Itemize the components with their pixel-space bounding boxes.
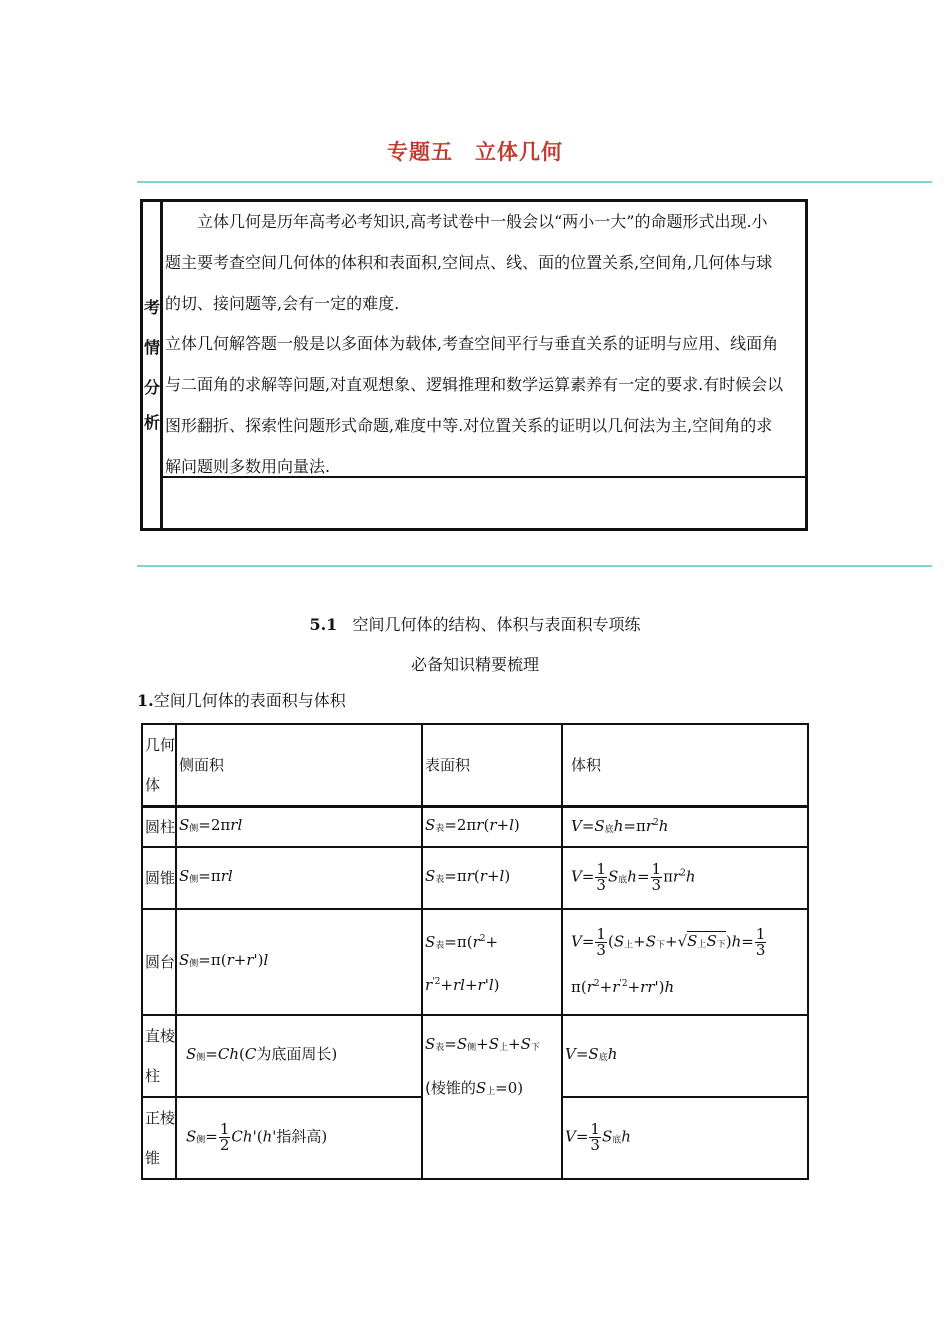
lateral-area-cell: S侧=Ch(C为底面周长): [176, 1015, 422, 1097]
header-cell: 侧面积: [176, 724, 422, 807]
analysis-line: 题主要考查空间几何体的体积和表面积,空间点、线、面的位置关系,空间角,几何体与球: [165, 252, 773, 272]
exam-analysis-box: [140, 199, 808, 531]
page-title: 专题五 立体几何: [387, 140, 563, 164]
analysis-text: [163, 202, 805, 478]
surface-area-cell: S表$=\pi(r^2+$ $r^{'2}+rl+r'l$): [422, 909, 562, 1015]
analysis-line: 的切、接问题等,会有一定的难度.: [165, 293, 400, 313]
analysis-line: 与二面角的求解等问题,对直观想象、逻辑推理和数学运算素养有一定的要求.有时候会以: [165, 375, 784, 395]
top-divider: [137, 181, 932, 183]
sqrt-icon: √: [677, 932, 688, 950]
header-cell: 几何体: [142, 724, 176, 807]
surface-area-cell: S表=2πr(r+l): [422, 807, 562, 847]
volume-cell: V= $\frac{1}{3}$ S底h: [562, 1097, 808, 1179]
surface-area-cell: S表=S侧+S上+S下 (棱锥的S上=0): [422, 1015, 562, 1179]
volume-cell: V=S底h: [562, 1015, 808, 1097]
volume-cell: V= $\frac{1}{3}$ (S上+S下+√S上S下)h= $\frac{1}{3}$ $\pi(r^2+r^{'2}+rr')h$: [562, 909, 808, 1015]
header-cell: 体积: [562, 724, 808, 807]
analysis-side-label: 考 情 分 析: [143, 202, 163, 528]
fraction: $\frac{1}{3}$: [596, 860, 606, 894]
lateral-area-cell: S侧=2πrl: [176, 807, 422, 847]
bottom-divider: [137, 565, 932, 567]
row-label: 正棱锥: [142, 1097, 176, 1179]
fraction: $\frac{1}{2}$: [219, 1120, 230, 1154]
analysis-line: 图形翻折、探索性问题形式命题,难度中等.对位置关系的证明以几何法为主,空间角的求: [165, 415, 773, 435]
row-label: 圆台: [142, 909, 176, 1015]
volume-cell: V=S底$h=\pi r^2h$: [562, 807, 808, 847]
analysis-line: 解问题则多数用向量法.: [165, 456, 331, 476]
fraction: $\frac{1}{3}$: [590, 1120, 600, 1154]
analysis-line: 立体几何是历年高考必考知识,高考试卷中一般会以“两小一大”的命题形式出现.小: [165, 212, 768, 231]
lateral-area-cell: S侧=π(r+r')l: [176, 909, 422, 1015]
lateral-area-cell: S侧=πrl: [176, 847, 422, 909]
fraction: $\frac{1}{3}$: [596, 924, 606, 959]
analysis-line: 立体几何解答题一般是以多面体为载体,考查空间平行与垂直关系的证明与应用、线面角: [165, 334, 779, 354]
fraction: $\frac{1}{3}$: [651, 860, 662, 894]
subsection-heading: 1.空间几何体的表面积与体积: [137, 691, 346, 710]
row-label: 圆柱: [142, 807, 176, 847]
section-heading: 5.1 空间几何体的结构、体积与表面积专项练: [309, 615, 641, 634]
row-label: 圆锥: [142, 847, 176, 909]
volume-cell: V= $\frac{1}{3}$ S底h= $\frac{1}{3}$ $\pi r^2h$: [562, 847, 808, 909]
formula-table: [141, 723, 809, 1180]
knowledge-heading: 必备知识精要梳理: [410, 655, 539, 674]
header-cell: 表面积: [422, 724, 562, 807]
fraction: $\frac{1}{3}$: [755, 924, 766, 959]
surface-area-cell: S表=πr(r+l): [422, 847, 562, 909]
lateral-area-cell: S侧= $\frac{1}{2}$ Ch'(h'指斜高): [176, 1097, 422, 1179]
row-label: 直棱柱: [142, 1015, 176, 1097]
